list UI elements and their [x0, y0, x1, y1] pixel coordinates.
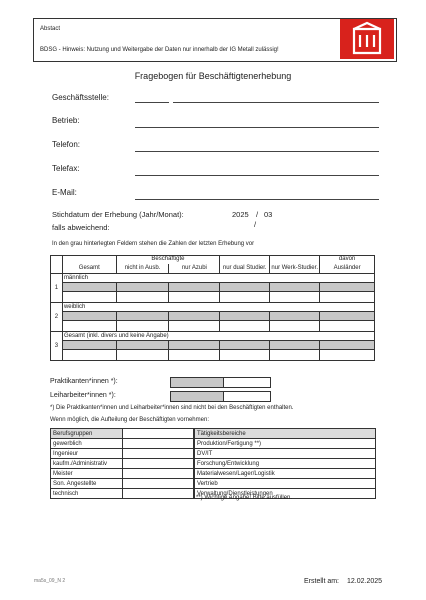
berufsgruppe-label: Meister: [51, 469, 123, 479]
footnote-praktikanten: *) Die Praktikanten*innen und Leiharbeiter*innen sind nicht bei den Beschäftigten enthalten.: [50, 405, 294, 411]
geschaeftsstelle-code-input[interactable]: [135, 102, 169, 103]
prev-value-cell: [116, 341, 169, 350]
row-label-gesamt: Gesamt (inkl. divers und keine Angabe): [62, 332, 374, 341]
taetigkeiten-note: **) Wichtige Angabe! Bitte ausfüllen.: [196, 495, 293, 501]
prev-value-cell: [270, 283, 320, 292]
taetigkeit-label[interactable]: Forschung/Entwicklung: [195, 459, 376, 469]
prev-value-cell: [169, 312, 220, 321]
telefax-input[interactable]: [135, 175, 379, 176]
field-label-telefon: Telefon:: [52, 140, 81, 149]
prev-value-cell: [320, 283, 375, 292]
berufsgruppe-input[interactable]: [122, 449, 193, 459]
input-cell[interactable]: [320, 350, 375, 361]
col-header-gesamt: Gesamt: [62, 264, 116, 274]
berufsgruppe-label: Son. Angestellte: [51, 479, 123, 489]
taetigkeit-label[interactable]: Verwaltung/Dienstleistungen: [195, 489, 376, 499]
berufsgruppe-label: gewerblich: [51, 439, 123, 449]
form-code: ma5s_09_N 2: [34, 578, 66, 584]
field-label-betrieb: Betrieb:: [52, 116, 80, 125]
leiharbeiter-input[interactable]: [222, 391, 271, 402]
input-cell[interactable]: [62, 350, 116, 361]
telefon-input[interactable]: [135, 151, 379, 152]
col-header-nur-werk: nur Werk-Studier.: [270, 264, 320, 274]
prev-value-cell: [169, 341, 220, 350]
prev-value-cell: [62, 341, 116, 350]
prev-value-cell: [220, 283, 270, 292]
row-label-maennlich: männlich: [62, 274, 374, 283]
intro-text: In den grau hinterlegten Feldern stehen die Zahlen der letzten Erhebung vor: [52, 241, 255, 247]
field-label-telefax: Telefax:: [52, 164, 80, 173]
input-cell[interactable]: [116, 292, 169, 303]
row-number-2: 2: [51, 303, 63, 332]
input-cell[interactable]: [116, 321, 169, 332]
stichdatum-sep: /: [256, 210, 259, 219]
prev-value-cell: [169, 283, 220, 292]
ig-metall-logo-icon: [340, 19, 394, 59]
field-label-email: E-Mail:: [52, 188, 77, 197]
input-cell[interactable]: [62, 292, 116, 303]
taetigkeit-label[interactable]: Materialwesen/Lager/Logistik: [195, 469, 376, 479]
input-cell[interactable]: [220, 350, 270, 361]
col-header-nur-dual: nur dual Studier.: [220, 264, 270, 274]
input-cell[interactable]: [320, 321, 375, 332]
col-header-nicht-in-ausb: nicht in Ausb.: [116, 264, 169, 274]
col-header-nur-azubi: nur Azubi: [169, 264, 220, 274]
input-cell[interactable]: [62, 321, 116, 332]
beschaeftigte-table: [50, 255, 375, 361]
input-cell[interactable]: [320, 292, 375, 303]
prev-value-cell: [116, 283, 169, 292]
prev-value-cell: [220, 312, 270, 321]
beschaeftigte-group-header: Beschäftigte: [116, 256, 220, 264]
praktikanten-label: Praktikanten*innen *):: [50, 378, 118, 385]
berufsgruppe-label: Ingenieur: [51, 449, 123, 459]
taetigkeiten-header: Tätigkeitsbereiche: [195, 429, 376, 439]
berufsgruppen-table: [50, 428, 194, 499]
stichdatum-year[interactable]: 2025: [232, 210, 249, 219]
abweichend-sep: /: [254, 220, 257, 229]
leiharbeiter-prev-cell: [170, 391, 224, 402]
berufsgruppen-header-blank: [122, 429, 193, 439]
aufteilung-text: Wenn möglich, die Aufteilung der Beschäftigten vornehmen:: [50, 417, 209, 423]
berufsgruppe-input[interactable]: [122, 439, 193, 449]
col-header-auslaender: Ausländer: [320, 264, 375, 274]
input-cell[interactable]: [270, 292, 320, 303]
leiharbeiter-label: Leiharbeiter*innen *):: [50, 392, 116, 399]
berufsgruppe-label: kaufm./Administrativ: [51, 459, 123, 469]
taetigkeit-label[interactable]: Vertrieb: [195, 479, 376, 489]
input-cell[interactable]: [169, 350, 220, 361]
betrieb-input[interactable]: [135, 127, 379, 128]
stichdatum-month[interactable]: 03: [264, 210, 273, 219]
row-number-3: 3: [51, 332, 63, 361]
col-header-davon: davon: [320, 256, 375, 264]
input-cell[interactable]: [220, 292, 270, 303]
input-cell[interactable]: [116, 350, 169, 361]
input-cell[interactable]: [270, 321, 320, 332]
bdsg-notice: BDSG - Hinweis: Nutzung und Weitergabe der Daten nur innerhalb der IG Metall zulässig!: [40, 47, 279, 53]
berufsgruppe-input[interactable]: [122, 489, 193, 499]
email-input[interactable]: [135, 199, 379, 200]
form-title: Fragebogen für Beschäftigtenerhebung: [134, 71, 292, 81]
prev-value-cell: [320, 312, 375, 321]
prev-value-cell: [220, 341, 270, 350]
stichdatum-label: Stichdatum der Erhebung (Jahr/Monat):: [52, 210, 184, 219]
prev-value-cell: [116, 312, 169, 321]
field-label-geschaeftsstelle: Geschäftsstelle:: [52, 93, 109, 102]
prev-value-cell: [320, 341, 375, 350]
erstellt-label: Erstellt am:: [304, 578, 340, 585]
input-cell[interactable]: [270, 350, 320, 361]
input-cell[interactable]: [169, 292, 220, 303]
prev-value-cell: [270, 341, 320, 350]
prev-value-cell: [62, 312, 116, 321]
taetigkeit-label[interactable]: DV/IT: [195, 449, 376, 459]
berufsgruppe-input[interactable]: [122, 479, 193, 489]
input-cell[interactable]: [220, 321, 270, 332]
berufsgruppe-label: technisch: [51, 489, 123, 499]
berufsgruppe-input[interactable]: [122, 459, 193, 469]
geschaeftsstelle-name-input[interactable]: [173, 102, 379, 103]
row-number-1: 1: [51, 274, 63, 303]
taetigkeit-label[interactable]: Produktion/Fertigung **): [195, 439, 376, 449]
input-cell[interactable]: [169, 321, 220, 332]
row-label-weiblich: weiblich: [62, 303, 374, 312]
erstellt-date: 12.02.2025: [347, 578, 383, 585]
berufsgruppen-header: Berufsgruppen: [51, 429, 123, 439]
berufsgruppe-input[interactable]: [122, 469, 193, 479]
praktikanten-input[interactable]: [222, 377, 271, 388]
abweichend-label: falls abweichend:: [52, 223, 110, 232]
taetigkeitsbereiche-table: [194, 428, 376, 499]
header-tag: Abstact: [40, 26, 61, 32]
prev-value-cell: [270, 312, 320, 321]
praktikanten-prev-cell: [170, 377, 224, 388]
prev-value-cell: [62, 283, 116, 292]
